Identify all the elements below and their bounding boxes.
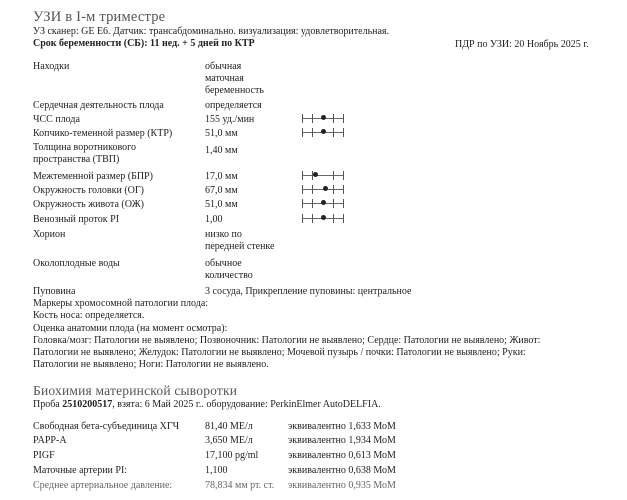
biochem-value-pappa: 3,650 МЕ/л: [205, 435, 253, 446]
gauge-marker: [321, 129, 326, 134]
gauge-tick: [333, 128, 334, 137]
hc-gauge: [302, 184, 344, 194]
findings-value-2: маточная: [205, 73, 244, 84]
gauge-marker: [321, 115, 326, 120]
dv-label: Венозный проток PI: [33, 214, 120, 225]
scanner-line: УЗ сканер: GE E6. Датчик: трансабдоминально. визуализация: удовлетворительная.: [33, 26, 390, 37]
dv-value: 1,00: [205, 214, 223, 225]
nasal-bone: Кость носа: определяется.: [33, 310, 145, 321]
biochem-mom-map: эквивалентно 0,935 МоМ: [288, 480, 396, 491]
gauge-tick: [312, 214, 313, 223]
fluid-label: Околоплодные воды: [33, 258, 120, 269]
gauge-tick: [302, 199, 303, 208]
markers-header: Маркеры хромосомной патологии плода:: [33, 298, 209, 309]
findings-value-1: обычная: [205, 61, 242, 72]
gauge-marker: [323, 186, 328, 191]
gauge-tick: [333, 199, 334, 208]
biochem-mom-hcg: эквивалентно 1,633 МоМ: [288, 421, 396, 432]
gauge-tick: [343, 128, 344, 137]
biochem-value-hcg: 81,40 МЕ/л: [205, 421, 253, 432]
biochem-mom-plgf: эквивалентно 0,613 МоМ: [288, 450, 396, 461]
ac-label: Окружность живота (ОЖ): [33, 199, 145, 210]
nt-label-1: Толщина воротникового: [33, 142, 137, 153]
gauge-tick: [302, 128, 303, 137]
bpd-value: 17,0 мм: [205, 171, 238, 182]
sample-id: 2510200517: [62, 399, 113, 410]
heart-label: Сердечная деятельность плода: [33, 100, 164, 111]
anatomy-line-1: Головка/мозг: Патологии не выявлено; Позвоночник: Патологии не выявлено; Сердце: Патологии не выявлено; Живот:: [33, 335, 541, 346]
biochem-value-uta: 1,100: [205, 465, 228, 476]
gauge-tick: [312, 114, 313, 123]
gauge-tick: [333, 185, 334, 194]
ac-gauge: [302, 198, 344, 208]
sample-line: [33, 399, 381, 411]
biochem-label-map: Среднее артериальное давление:: [33, 480, 173, 491]
due-date: ПДР по УЗИ: 20 Ноябрь 2025 г.: [455, 39, 589, 50]
gauge-tick: [343, 171, 344, 180]
chorion-label: Хорион: [33, 229, 66, 240]
ac-value: 51,0 мм: [205, 199, 238, 210]
hc-value: 67,0 мм: [205, 185, 238, 196]
sample-prefix: Проба: [33, 399, 63, 410]
sample-suffix: , взята: 6 Май 2025 г.. оборудование: PerkinElmer AutoDELFIA.: [112, 399, 381, 410]
crl-value: 51,0 мм: [205, 128, 238, 139]
gauge-tick: [343, 214, 344, 223]
gauge-marker: [321, 200, 326, 205]
heart-value: определяется: [205, 100, 262, 111]
biochem-label-uta: Маточные артерии PI:: [33, 465, 128, 476]
gauge-tick: [333, 171, 334, 180]
biochem-value-plgf: 17,100 pg/ml: [205, 450, 259, 461]
gauge-tick: [333, 214, 334, 223]
gauge-tick: [302, 214, 303, 223]
gauge-tick: [312, 199, 313, 208]
biochem-label-pappa: PAPP-A: [33, 435, 67, 446]
findings-label: Находки: [33, 61, 70, 72]
gauge-tick: [302, 114, 303, 123]
nt-value: 1,40 мм: [205, 145, 238, 156]
biochem-label-plgf: PIGF: [33, 450, 55, 461]
findings-value-3: беременность: [205, 85, 264, 96]
gauge-tick: [312, 185, 313, 194]
bpd-label: Межтеменной размер (БПР): [33, 171, 153, 182]
gauge-marker: [321, 215, 326, 220]
gauge-tick: [343, 199, 344, 208]
fluid-value-2: количество: [205, 270, 253, 281]
gauge-tick: [302, 171, 303, 180]
gauge-tick: [312, 128, 313, 137]
biochem-value-map: 78,834 мм рт. ст.: [205, 480, 275, 491]
biochem-label-hcg: Свободная бета-субъединица ХГЧ: [33, 421, 180, 432]
fluid-value-1: обычное: [205, 258, 242, 269]
biochem-mom-uta: эквивалентно 0,638 МоМ: [288, 465, 396, 476]
gauge-tick: [343, 185, 344, 194]
biochem-title: Биохимия материнской сыворотки: [33, 383, 238, 398]
nt-label-2: пространства (ТВП): [33, 154, 120, 165]
gauge-line: [302, 175, 344, 176]
anatomy-line-3: Патологии не выявлено; Ноги: Патологии не выявлено.: [33, 359, 269, 370]
gestation-age: Срок беременности (СБ): 11 нед. + 5 дней по КТР: [33, 38, 255, 49]
biochem-mom-pappa: эквивалентно 1,934 МоМ: [288, 435, 396, 446]
crl-gauge: [302, 127, 344, 137]
hr-gauge: [302, 113, 344, 123]
cord-label: Пуповина: [33, 286, 76, 297]
dv-gauge: [302, 213, 344, 223]
chorion-value-2: передней стенке: [205, 241, 275, 252]
hr-label: ЧСС плода: [33, 114, 80, 125]
page-title: УЗИ в I-м триместре: [33, 9, 166, 25]
anatomy-line-2: Патологии не выявлено; Желудок: Патологии не выявлено; Мочевой пузырь / почки: Патологии не выявлено; Руки:: [33, 347, 526, 358]
anatomy-header: Оценка анатомии плода (на момент осмотра):: [33, 323, 228, 334]
gauge-tick: [333, 114, 334, 123]
cord-value: 3 сосуда, Прикрепление пуповины: центральное: [205, 286, 412, 297]
chorion-value-1: низко по: [205, 229, 242, 240]
gauge-tick: [302, 185, 303, 194]
hr-value: 155 уд./мин: [205, 114, 255, 125]
bpd-gauge: [302, 170, 344, 180]
gauge-marker: [313, 172, 318, 177]
gauge-tick: [343, 114, 344, 123]
hc-label: Окружность головки (ОГ): [33, 185, 145, 196]
crl-label: Копчико-теменной размер (КТР): [33, 128, 173, 139]
